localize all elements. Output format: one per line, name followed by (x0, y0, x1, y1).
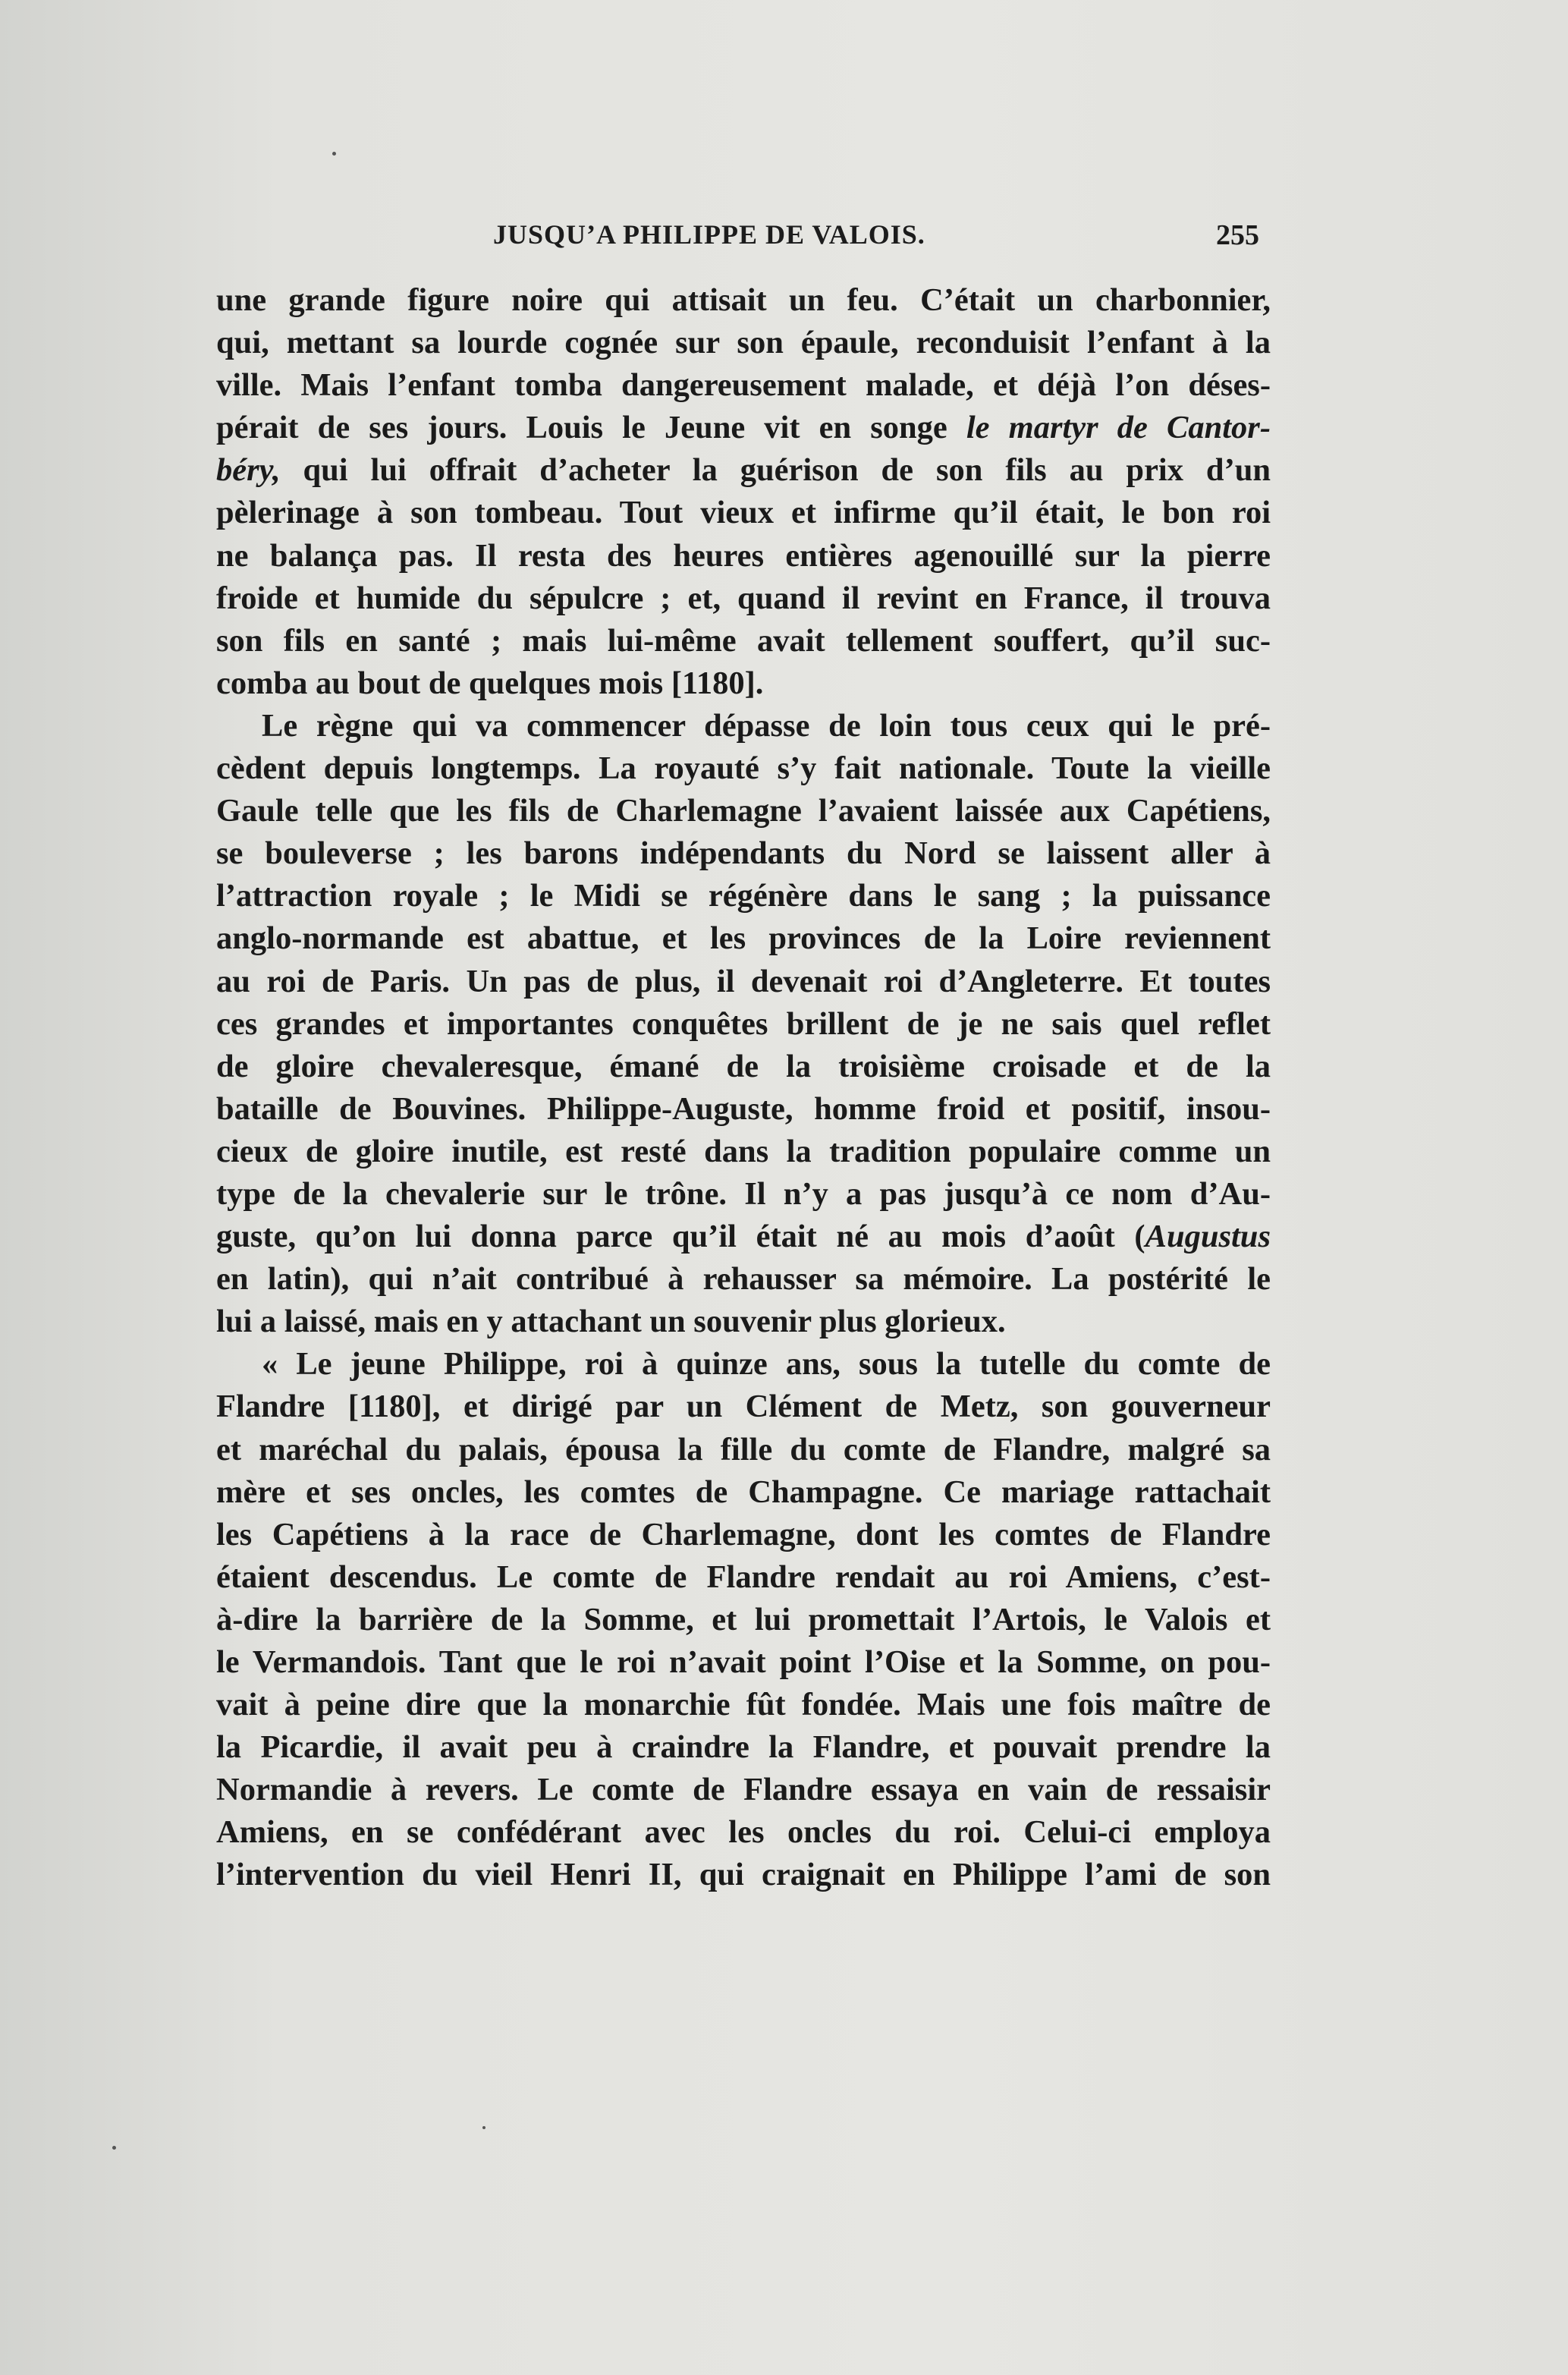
text-line: et maréchal du palais, épousa la fille du comte de Flandre, malgré sa (216, 1431, 1271, 1467)
text-line: vait à peine dire que la monarchie fût fondée. Mais une fois maître de (216, 1687, 1271, 1723)
text-line: ne balança pas. Il resta des heures entières agenouillé sur la pierre (216, 537, 1271, 574)
text-line: bataille de Bouvines. Philippe-Auguste, homme froid et positif, insou- (216, 1090, 1271, 1127)
text-line: la Picardie, il avait peu à craindre la Flandre, et pouvait prendre la (216, 1729, 1271, 1766)
text-line: une grande figure noire qui attisait un feu. C’était un charbonnier, (216, 282, 1271, 318)
text-line: se bouleverse ; les barons indépendants du Nord se laissent aller à (216, 835, 1271, 872)
text-line: lui a laissé, mais en y attachant un souvenir plus glorieux. (216, 1304, 1006, 1340)
text-line: au roi de Paris. Un pas de plus, il devenait roi d’Angleterre. Et toutes (216, 963, 1271, 999)
page-header (493, 219, 1259, 264)
text-line: en latin), qui n’ait contribué à rehausser sa mémoire. La postérité le (216, 1261, 1271, 1298)
paragraph-2 (216, 705, 1271, 1343)
text-line: ville. Mais l’enfant tomba dangereusement malade, et déjà l’on déses- (216, 367, 1271, 404)
text-line: mère et ses oncles, les comtes de Champagne. Ce mariage rattachait (216, 1474, 1271, 1510)
text-line: qui, mettant sa lourde cognée sur son épaule, reconduisit l’enfant à la (216, 325, 1271, 361)
running-title: JUSQU’A PHILIPPE DE VALOIS. (493, 219, 925, 250)
text-line (216, 407, 1271, 449)
italic-text: Augustus (1145, 1219, 1271, 1255)
text-line: l’attraction royale ; le Midi se régénère dans le sang ; la puissance (216, 878, 1271, 914)
text-run: pérait de ses jours. Louis le Jeune vit en songe (216, 410, 966, 446)
text-line: son fils en santé ; mais lui-même avait tellement souffert, qu’il suc- (216, 622, 1271, 659)
text-line: étaient descendus. Le comte de Flandre rendait au roi Amiens, c’est- (216, 1559, 1271, 1595)
paragraph-3 (216, 1343, 1271, 1896)
text-line: froide et humide du sépulcre ; et, quand il revint en France, il trouva (216, 580, 1271, 616)
text-line: Flandre [1180], et dirigé par un Clément de Metz, son gouverneur (216, 1389, 1271, 1425)
text-line: Le règne qui va commencer dépasse de loin tous ceux qui le pré- (262, 707, 1271, 744)
text-line (216, 1216, 1271, 1258)
text-line: l’intervention du vieil Henri II, qui craignait en Philippe l’ami de son (216, 1857, 1271, 1893)
text-run: guste, qu’on lui donna parce qu’il était né au mois d’août ( (216, 1219, 1145, 1255)
text-line: Normandie à revers. Le comte de Flandre essaya en vain de ressaisir (216, 1772, 1271, 1808)
text-line: ces grandes et importantes conquêtes brillent de je ne sais quel reflet (216, 1005, 1271, 1042)
text-line: Gaule telle que les fils de Charlemagne l’avaient laissée aux Capétiens, (216, 793, 1271, 829)
page-body (216, 279, 1271, 1897)
text-line: à-dire la barrière de la Somme, et lui promettait l’Artois, le Valois et (216, 1601, 1271, 1637)
paper-speck (332, 152, 336, 156)
text-line: pèlerinage à son tombeau. Tout vieux et infirme qu’il était, le bon roi (216, 495, 1271, 531)
text-line: de gloire chevaleresque, émané de la troisième croisade et de la (216, 1048, 1271, 1084)
text-line (216, 449, 1271, 492)
text-line: cèdent depuis longtemps. La royauté s’y fait nationale. Toute la vieille (216, 750, 1271, 787)
page-number: 255 (1216, 219, 1259, 251)
italic-text: le martyr de Cantor- (966, 410, 1271, 446)
text-line: cieux de gloire inutile, est resté dans la tradition populaire comme un (216, 1133, 1271, 1169)
text-line: anglo-normande est abattue, et les provinces de la Loire reviennent (216, 920, 1271, 957)
text-line: Amiens, en se confédérant avec les oncles du roi. Celui-ci employa (216, 1814, 1271, 1851)
text-line: type de la chevalerie sur le trône. Il n’y a pas jusqu’à ce nom d’Au- (216, 1175, 1271, 1212)
text-line: comba au bout de quelques mois [1180]. (216, 665, 764, 701)
paper-speck (482, 2126, 485, 2129)
paper-speck (112, 2146, 116, 2150)
text-line: « Le jeune Philippe, roi à quinze ans, sous la tutelle du comte de (262, 1346, 1271, 1383)
text-line: les Capétiens à la race de Charlemagne, dont les comtes de Flandre (216, 1516, 1271, 1552)
text-run: qui lui offrait d’acheter la guérison de son fils au prix d’un (303, 452, 1271, 489)
paragraph-1 (216, 279, 1271, 705)
italic-text: béry, (216, 452, 303, 489)
text-line: le Vermandois. Tant que le roi n’avait point l’Oise et la Somme, on pou- (216, 1644, 1271, 1680)
